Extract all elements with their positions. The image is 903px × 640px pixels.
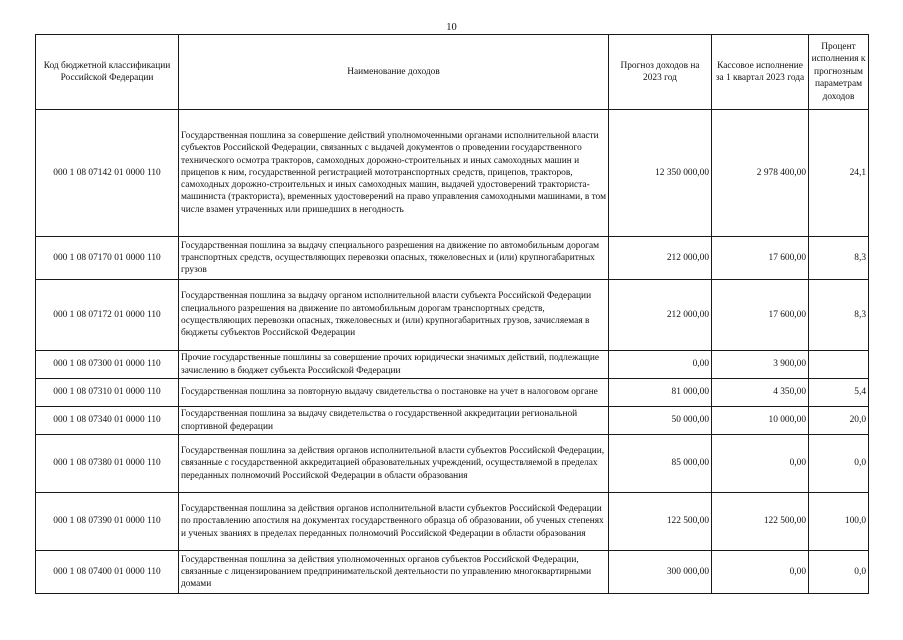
cell-name: Государственная пошлина за совершение действий уполномоченными органами исполнительной власти субъектов Российской Федерации, связанных с выдачей документов о проведении государственного технического осмотра тракторов, самоходных дорожно-строительных и иных самоходных машин и прицепов к ним, государственной регистрацией мототранспортных средств, прицепов, тракторов, самоходных дорожно-строительных и иных самоходных машин, выдачей удостоверений тракториста-машиниста (тракториста), временных удостоверений на право управления самоходными машинами, в том числе взамен утраченных или пришедших в негодность [179, 110, 609, 237]
table-row [36, 237, 869, 280]
cell-name: Прочие государственные пошлины за совершение прочих юридически значимых действий, подлежащие зачислению в бюджет субъекта Российской Федерации [179, 351, 609, 379]
cell-actual: 4 350,00 [712, 379, 809, 407]
column-header-name: Наименование доходов [179, 35, 609, 110]
cell-code: 000 1 08 07380 01 0000 110 [36, 435, 179, 493]
cell-forecast: 50 000,00 [609, 407, 712, 435]
cell-code: 000 1 08 07170 01 0000 110 [36, 237, 179, 280]
column-header-actual: Кассовое исполнение за 1 квартал 2023 года [712, 35, 809, 110]
cell-name: Государственная пошлина за выдачу специального разрешения на движение по автомобильным дорогам транспортных средств, осуществляющих перевозки опасных, тяжеловесных и (или) крупногабаритных грузов [179, 237, 609, 280]
revenue-table [35, 34, 869, 594]
cell-percent [809, 351, 869, 379]
cell-code: 000 1 08 07310 01 0000 110 [36, 379, 179, 407]
column-header-percent: Процент исполнения к прогнозным параметрам доходов [809, 35, 869, 110]
cell-percent: 0,0 [809, 435, 869, 493]
page-number: 10 [446, 22, 457, 33]
cell-forecast: 12 350 000,00 [609, 110, 712, 237]
cell-name: Государственная пошлина за повторную выдачу свидетельства о постановке на учет в налоговом органе [179, 379, 609, 407]
cell-forecast: 122 500,00 [609, 493, 712, 551]
cell-percent: 5,4 [809, 379, 869, 407]
cell-forecast: 0,00 [609, 351, 712, 379]
cell-code: 000 1 08 07390 01 0000 110 [36, 493, 179, 551]
cell-name: Государственная пошлина за выдачу свидетельства о государственной аккредитации региональной спортивной федерации [179, 407, 609, 435]
cell-actual: 2 978 400,00 [712, 110, 809, 237]
table-row [36, 551, 869, 594]
cell-name: Государственная пошлина за выдачу органом исполнительной власти субъекта Российской Федерации специального разрешения на движение по автомобильным дорогам транспортных средств, осуществляющих перевозки опасных, тяжеловесных и (или) крупногабаритных грузов, зачисляемая в бюджеты субъектов Российской Федерации [179, 280, 609, 351]
cell-actual: 0,00 [712, 551, 809, 594]
cell-actual: 17 600,00 [712, 237, 809, 280]
column-header-forecast: Прогноз доходов на 2023 год [609, 35, 712, 110]
cell-forecast: 300 000,00 [609, 551, 712, 594]
table-row [36, 435, 869, 493]
table-row [36, 493, 869, 551]
cell-code: 000 1 08 07142 01 0000 110 [36, 110, 179, 237]
table-header-row [36, 35, 869, 110]
cell-forecast: 81 000,00 [609, 379, 712, 407]
cell-actual: 122 500,00 [712, 493, 809, 551]
cell-percent: 8,3 [809, 280, 869, 351]
table-row [36, 379, 869, 407]
cell-forecast: 212 000,00 [609, 237, 712, 280]
cell-code: 000 1 08 07172 01 0000 110 [36, 280, 179, 351]
cell-name: Государственная пошлина за действия уполномоченных органов субъектов Российской Федерации, связанные с лицензированием предпринимательской деятельности по управлению многоквартирными домами [179, 551, 609, 594]
cell-percent: 8,3 [809, 237, 869, 280]
cell-forecast: 212 000,00 [609, 280, 712, 351]
cell-percent: 0,0 [809, 551, 869, 594]
cell-name: Государственная пошлина за действия органов исполнительной власти субъектов Российской Федерации, связанные с государственной аккредитацией образовательных учреждений, осуществляемой в пределах переданных полномочий Российской Федерации в области образования [179, 435, 609, 493]
cell-percent: 100,0 [809, 493, 869, 551]
cell-actual: 17 600,00 [712, 280, 809, 351]
cell-forecast: 85 000,00 [609, 435, 712, 493]
table-row [36, 280, 869, 351]
cell-actual: 0,00 [712, 435, 809, 493]
cell-percent: 24,1 [809, 110, 869, 237]
cell-actual: 3 900,00 [712, 351, 809, 379]
cell-code: 000 1 08 07400 01 0000 110 [36, 551, 179, 594]
column-header-code: Код бюджетной классификации Российской Федерации [36, 35, 179, 110]
cell-actual: 10 000,00 [712, 407, 809, 435]
cell-name: Государственная пошлина за действия органов исполнительной власти субъектов Российской Федерации по проставлению апостиля на документах государственного образца об образовании, об ученых степенях и ученых званиях в пределах переданных полномочий Российской Федерации в области образования [179, 493, 609, 551]
cell-percent: 20,0 [809, 407, 869, 435]
table-row [36, 351, 869, 379]
cell-code: 000 1 08 07300 01 0000 110 [36, 351, 179, 379]
cell-code: 000 1 08 07340 01 0000 110 [36, 407, 179, 435]
table-row [36, 110, 869, 237]
table-row [36, 407, 869, 435]
